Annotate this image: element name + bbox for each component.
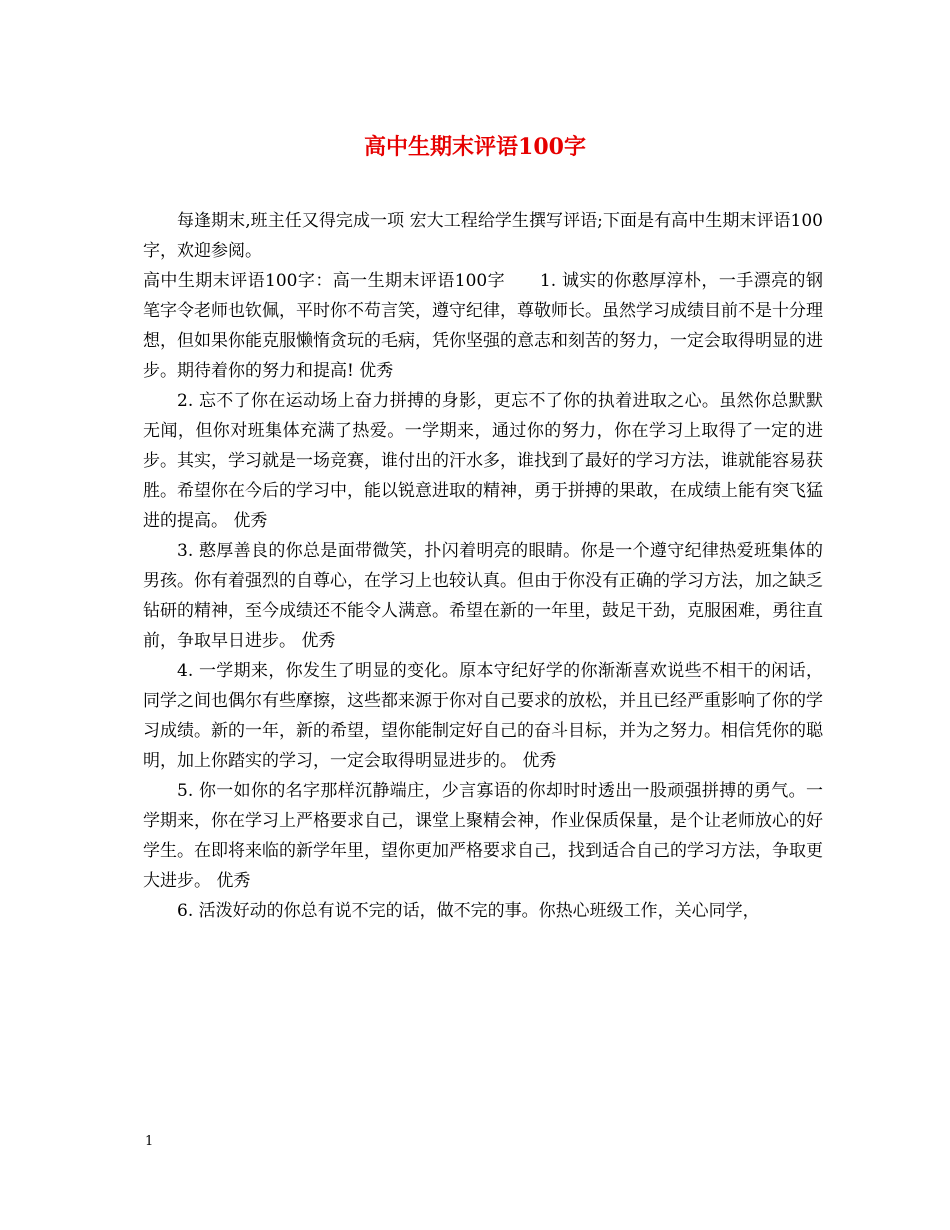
page-number: 1	[145, 1134, 154, 1149]
paragraph-4: 4. 一学期来，你发生了明显的变化。原本守纪好学的你渐渐喜欢说些不相干的闲话，同学之间也偶尔有些摩擦，这些都来源于你对自己要求的放松，并且已经严重影响了你的学习成绩。新的一年，新的希望，望你能制定好自己的奋斗目标，并为之努力。相信凭你的聪明，加上你踏实的学习，一定会取得明显进步的。 优秀	[143, 661, 823, 771]
paragraph-2: 2. 忘不了你在运动场上奋力拼搏的身影，更忘不了你的执着进取之心。虽然你总默默无闻，但你对班集体充满了热爱。一学期来，通过你的努力，你在学习上取得了一定的进步。其实，学习就是一场竞赛，谁付出的汗水多，谁找到了最好的学习方法，谁就能容易获胜。希望你在今后的学习中，能以锐意进取的精神，勇于拼搏的果敢，在成绩上能有突飞猛进的提高。 优秀	[143, 391, 823, 531]
document-body	[143, 206, 823, 926]
paragraph-3: 3. 憨厚善良的你总是面带微笑，扑闪着明亮的眼睛。你是一个遵守纪律热爱班集体的男孩。你有着强烈的自尊心，在学习上也较认真。但由于你没有正确的学习方法，加之缺乏钻研的精神，至今成绩还不能令人满意。希望在新的一年里，鼓足干劲，克服困难，勇往直前，争取早日进步。 优秀	[143, 541, 823, 651]
document-title: 高中生期末评语100字	[364, 134, 586, 160]
paragraph-1: 高中生期末评语100字：高一生期末评语100字 1. 诚实的你憨厚淳朴，一手漂亮的钢笔字令老师也钦佩，平时你不苟言笑，遵守纪律，尊敬师长。虽然学习成绩目前不是十分理想，但如果你能克服懒惰贪玩的毛病，凭你坚强的意志和刻苦的努力，一定会取得明显的进步。期待着你的努力和提高! 优秀	[143, 271, 823, 381]
paragraph-5: 5. 你一如你的名字那样沉静端庄，少言寡语的你却时时透出一股顽强拼搏的勇气。一学期来，你在学习上严格要求自己，课堂上聚精会神，作业保质保量，是个让老师放心的好学生。在即将来临的新学年里，望你更加严格要求自己，找到适合自己的学习方法，争取更大进步。 优秀	[143, 781, 823, 891]
intro-paragraph: 每逢期末,班主任又得完成一项 宏大工程给学生撰写评语;下面是有高中生期末评语100字，欢迎参阅。	[143, 211, 823, 261]
paragraph-6: 6. 活泼好动的你总有说不完的话，做不完的事。你热心班级工作，关心同学，	[177, 901, 760, 921]
